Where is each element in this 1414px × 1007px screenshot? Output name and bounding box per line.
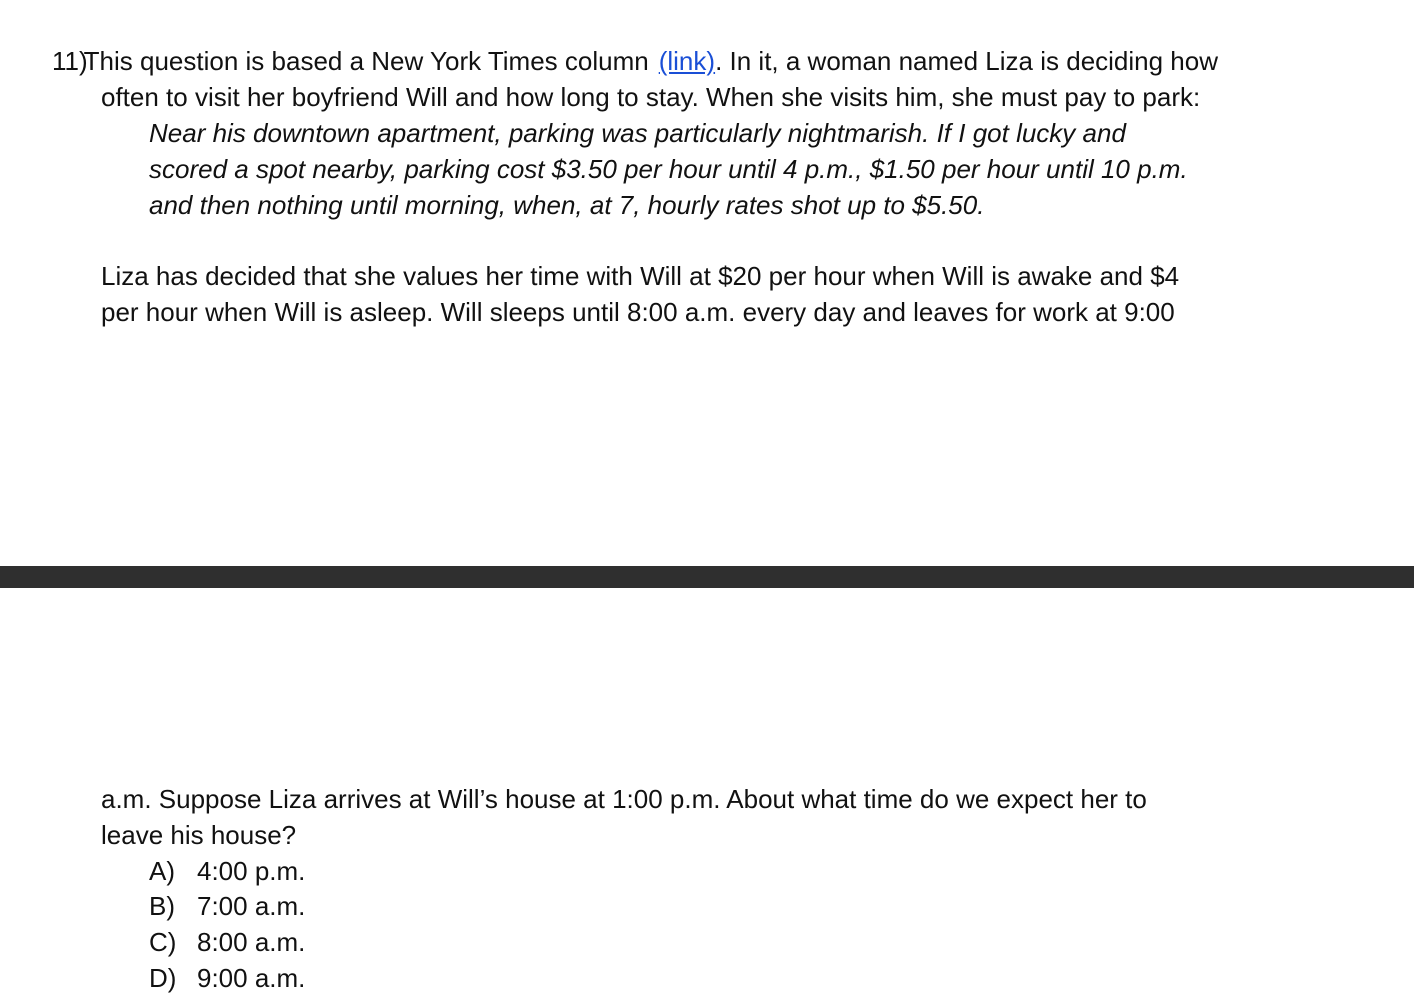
choice-text: 4:00 p.m. bbox=[197, 856, 306, 886]
quote-line-3: and then nothing until morning, when, at 7, hourly rates shot up to $5.50. bbox=[149, 190, 985, 220]
choice-text: 7:00 a.m. bbox=[197, 891, 306, 921]
question-line-1 bbox=[52, 43, 1300, 79]
question-text-after-link: . In it, a woman named Liza is deciding how bbox=[715, 46, 1218, 76]
choice-c bbox=[149, 924, 305, 960]
choice-b bbox=[149, 888, 305, 924]
paragraph-line-1: Liza has decided that she values her time with Will at $20 per hour when Will is awake and $4 bbox=[101, 261, 1180, 291]
article-link[interactable]: (link) bbox=[658, 46, 716, 76]
question-line-2: often to visit her boyfriend Will and how long to stay. When she visits him, she must pay to park: bbox=[101, 82, 1201, 112]
choice-letter: B) bbox=[149, 891, 175, 921]
choice-text: 8:00 a.m. bbox=[197, 927, 306, 957]
choice-letter: D) bbox=[149, 963, 177, 993]
question-number: 11) bbox=[52, 46, 88, 76]
choice-text: 9:00 a.m. bbox=[197, 963, 306, 993]
paragraph-line-4: leave his house? bbox=[101, 820, 297, 850]
question-text-start: This question is based a New York Times column bbox=[83, 46, 649, 76]
choice-a bbox=[149, 853, 305, 889]
page-break-divider bbox=[0, 566, 1414, 588]
quote-line-1: Near his downtown apartment, parking was particularly nightmarish. If I got lucky and bbox=[149, 118, 1126, 148]
choice-letter: A) bbox=[149, 856, 175, 886]
quote-line-2: scored a spot nearby, parking cost $3.50 per hour until 4 p.m., $1.50 per hour until 10 p.m. bbox=[149, 154, 1188, 184]
paragraph-line-3: a.m. Suppose Liza arrives at Will’s house at 1:00 p.m. About what time do we expect her to bbox=[101, 784, 1147, 814]
choice-d bbox=[149, 960, 305, 996]
choice-letter: C) bbox=[149, 927, 177, 957]
paragraph-line-2: per hour when Will is asleep. Will sleeps until 8:00 a.m. every day and leaves for work at 9:00 bbox=[101, 297, 1175, 327]
